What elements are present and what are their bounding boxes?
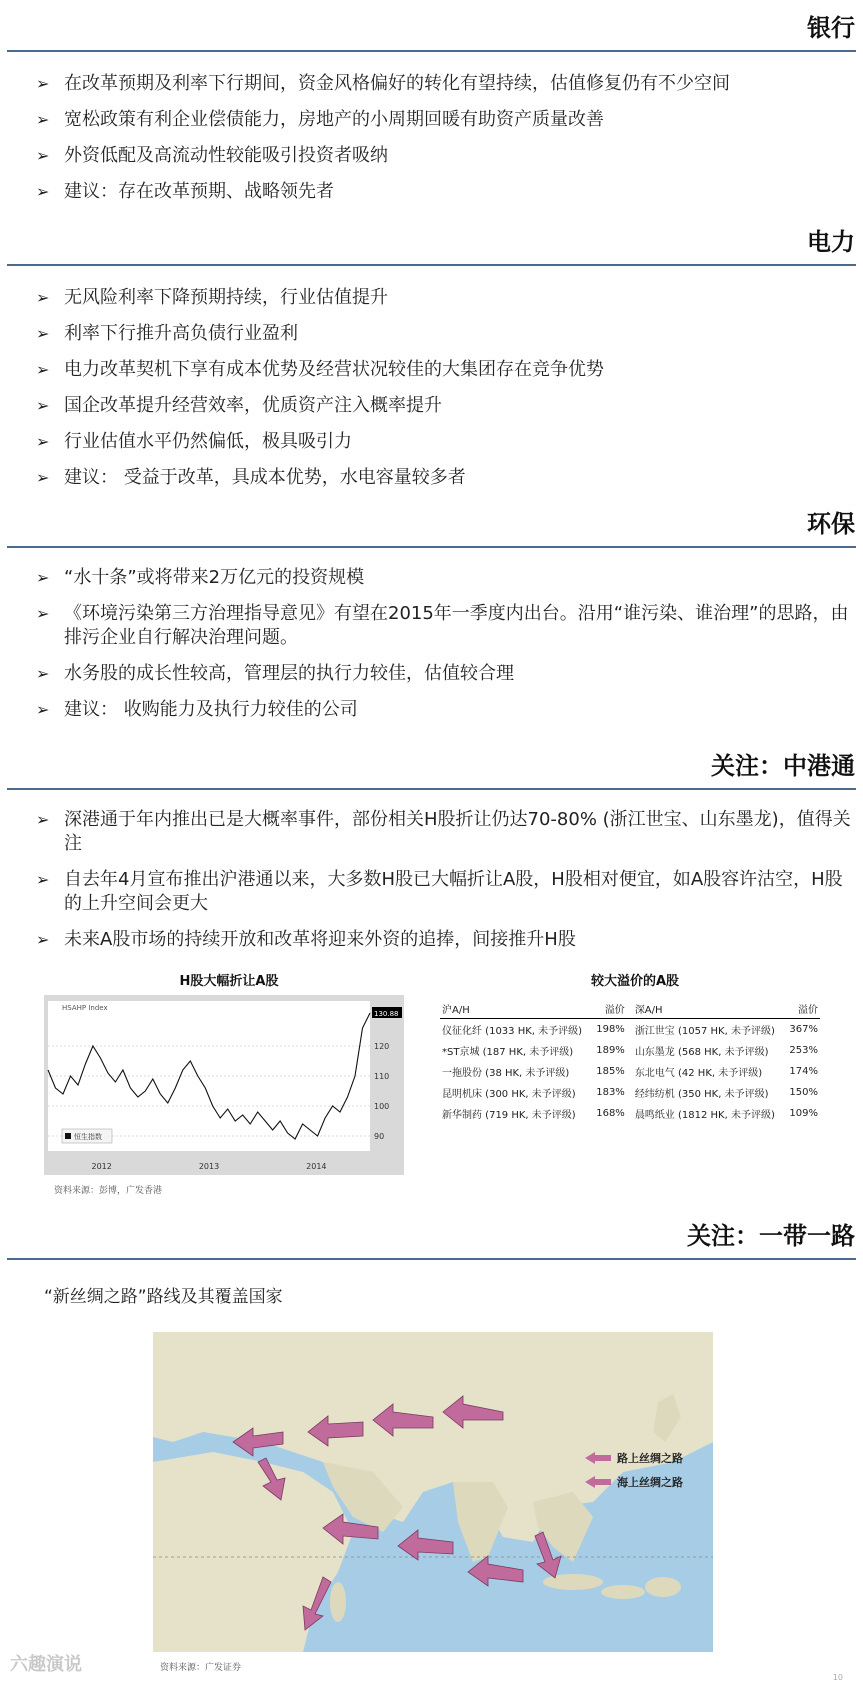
arrow-bullet-icon: ➢ xyxy=(36,182,50,201)
bullet-list xyxy=(36,72,836,216)
bullet-list xyxy=(36,286,836,502)
section-title: 关注：中港通 xyxy=(711,752,855,780)
legend-sea-route xyxy=(585,1474,683,1490)
arrow-bullet-icon: ➢ xyxy=(36,396,50,415)
list-item xyxy=(36,144,836,168)
list-item xyxy=(36,430,836,454)
list-item xyxy=(36,286,836,310)
section-divider xyxy=(7,50,856,52)
table-cell: 新华制药 (719 HK, 未予评级) xyxy=(442,1110,576,1121)
table-cell: 150% xyxy=(789,1087,818,1098)
table-cell: 经纬纺机 (350 HK, 未予评级) xyxy=(634,1089,769,1100)
section-title: 环保 xyxy=(807,510,855,538)
arrow-bullet-icon: ➢ xyxy=(36,810,50,829)
list-item-text: 行业估值水平仍然偏低，极具吸引力 xyxy=(64,431,352,452)
list-item-text: 利率下行推升高负债行业盈利 xyxy=(64,323,298,344)
h-share-chart xyxy=(44,970,414,1210)
line-chart xyxy=(44,995,404,1175)
list-item-text: 《环境污染第三方治理指导意见》有望在2015年一季度内出台。沿用“谁污染、谁治理”的思路，由排污企业自行解决治理问题。 xyxy=(64,603,849,648)
list-item xyxy=(36,868,854,916)
y-tick-label: 120 xyxy=(374,1042,390,1051)
chart-source: 资料来源：彭博，广发香港 xyxy=(54,1186,163,1196)
table-row xyxy=(440,1082,820,1103)
table-cell: 183% xyxy=(596,1087,625,1098)
bullet-list xyxy=(36,808,851,964)
section-power xyxy=(0,212,863,492)
table-row xyxy=(440,1103,820,1124)
list-item xyxy=(36,928,836,952)
arrow-bullet-icon: ➢ xyxy=(36,110,50,129)
arrow-bullet-icon: ➢ xyxy=(36,288,50,307)
list-item xyxy=(36,108,836,132)
list-item-text: 电力改革契机下享有成本优势及经营状况较佳的大集团存在竞争优势 xyxy=(64,359,604,380)
section-title: 银行 xyxy=(807,14,855,42)
table-row xyxy=(440,1061,820,1082)
table-cell: 山东墨龙 (568 HK, 未予评级) xyxy=(634,1047,769,1058)
column-header: 沪A/H xyxy=(440,999,592,1019)
arrow-bullet-icon: ➢ xyxy=(36,360,50,379)
list-item-text: 建议： 受益于改革，具成本优势，水电容量较多者 xyxy=(64,467,466,488)
column-header: 深A/H xyxy=(627,999,786,1019)
list-item-text: 水务股的成长性较高，管理层的执行力较佳，估值较合理 xyxy=(64,663,514,684)
list-item-text: 深港通于年内推出已是大概率事件，部份相关H股折让仍达70-80% (浙江世宝、山东墨龙)，值得关注 xyxy=(64,809,851,854)
list-item xyxy=(36,698,836,722)
arrow-bullet-icon: ➢ xyxy=(36,468,50,487)
list-item xyxy=(36,358,836,382)
table-cell: 晨鸣纸业 (1812 HK, 未予评级) xyxy=(634,1110,775,1121)
list-item xyxy=(36,808,854,856)
list-item-text: 宽松政策有利企业偿债能力，房地产的小周期回暖有助资产质量改善 xyxy=(64,109,604,130)
table-cell: 浙江世宝 (1057 HK, 未予评级) xyxy=(634,1026,775,1037)
map-caption: “新丝绸之路”路线及其覆盖国家 xyxy=(44,1287,283,1307)
page-number: 10 xyxy=(832,1673,843,1682)
y-tick-label: 100 xyxy=(374,1102,390,1111)
list-item xyxy=(36,394,836,418)
table-cell: 185% xyxy=(596,1066,625,1077)
table-cell: *ST京城 (187 HK, 未予评级) xyxy=(442,1047,574,1058)
list-item-text: 无风险利率下降预期持续，行业估值提升 xyxy=(64,287,388,308)
list-item xyxy=(36,662,836,686)
list-item-text: 未来A股市场的持续开放和改革将迎来外资的追捧，间接推升H股 xyxy=(64,929,576,950)
table-cell: 168% xyxy=(596,1108,625,1119)
list-item xyxy=(36,72,836,96)
legend-label: 恒生指数 xyxy=(74,1133,102,1141)
list-item-text: 国企改革提升经营效率，优质资产注入概率提升 xyxy=(64,395,442,416)
bullet-list xyxy=(36,566,849,734)
map-graphic xyxy=(153,1332,713,1652)
table-row xyxy=(440,1040,820,1061)
premium-table xyxy=(440,999,820,1124)
table-cell: 昆明机床 (300 HK, 未予评级) xyxy=(442,1089,576,1100)
list-item xyxy=(36,602,854,650)
list-item xyxy=(36,180,836,204)
column-header: 溢价 xyxy=(592,999,626,1019)
table-header-row xyxy=(440,999,820,1019)
y-tick-label: 90 xyxy=(374,1132,385,1141)
section-environment xyxy=(0,498,863,728)
silk-road-map xyxy=(153,1332,713,1652)
table-cell: 198% xyxy=(596,1024,625,1035)
list-item-text: 外资低配及高流动性较能吸引投资者吸纳 xyxy=(64,145,388,166)
legend-label: 路上丝绸之路 xyxy=(617,1452,683,1465)
list-item-text: 自去年4月宣布推出沪港通以来，大多数H股已大幅折让A股，H股相对便宜，如A股容许沽空，H股的上升空间会更大 xyxy=(64,869,843,914)
watermark: 六趣演说 xyxy=(10,1654,82,1675)
table-cell: 仪征化纤 (1033 HK, 未予评级) xyxy=(442,1026,583,1037)
map-source: 资料来源：广发证券 xyxy=(160,1663,242,1673)
arrow-bullet-icon: ➢ xyxy=(36,324,50,343)
x-year-label: 2014 xyxy=(306,1162,327,1171)
chart-series-label: HSAHP Index xyxy=(62,1004,108,1012)
y-tick-label: 110 xyxy=(374,1072,390,1081)
section-title: 电力 xyxy=(807,228,855,256)
list-item xyxy=(36,566,836,590)
table-cell: 367% xyxy=(789,1024,818,1035)
arrow-bullet-icon: ➢ xyxy=(36,700,50,719)
table-row xyxy=(440,1019,820,1041)
section-title: 关注：一带一路 xyxy=(687,1222,855,1250)
arrow-bullet-icon: ➢ xyxy=(36,432,50,451)
section-belt-road xyxy=(0,1210,863,1270)
list-item-text: 建议：存在改革预期、战略领先者 xyxy=(64,181,334,202)
table-cell: 253% xyxy=(789,1045,818,1056)
section-divider xyxy=(7,546,856,548)
chart-title: H股大幅折让A股 xyxy=(179,974,279,989)
arrow-bullet-icon: ➢ xyxy=(36,870,50,889)
table-cell: 189% xyxy=(596,1045,625,1056)
table-cell: 174% xyxy=(789,1066,818,1077)
list-item-text: “水十条”或将带来2万亿元的投资规模 xyxy=(64,567,365,588)
arrow-bullet-icon: ➢ xyxy=(36,568,50,587)
table-cell: 一拖股份 (38 HK, 未予评级) xyxy=(442,1068,570,1079)
arrow-bullet-icon: ➢ xyxy=(36,930,50,949)
last-value-label: 130.88 xyxy=(374,1010,399,1018)
list-item xyxy=(36,322,836,346)
arrow-bullet-icon: ➢ xyxy=(36,664,50,683)
arrow-bullet-icon: ➢ xyxy=(36,146,50,165)
section-divider xyxy=(7,1258,856,1260)
arrow-icon xyxy=(585,1476,611,1488)
arrow-bullet-icon: ➢ xyxy=(36,74,50,93)
legend-label: 海上丝绸之路 xyxy=(617,1476,683,1489)
x-year-label: 2012 xyxy=(91,1162,112,1171)
x-year-label: 2013 xyxy=(198,1162,220,1171)
list-item xyxy=(36,466,836,490)
list-item-text: 在改革预期及利率下行期间，资金风格偏好的转化有望持续，估值修复仍有不少空间 xyxy=(64,73,730,94)
section-bank xyxy=(0,0,863,200)
column-header: 溢价 xyxy=(786,999,821,1019)
arrow-icon xyxy=(585,1452,611,1464)
list-item-text: 建议： 收购能力及执行力较佳的公司 xyxy=(64,699,358,720)
legend-land-route xyxy=(585,1450,683,1466)
table-title: 较大溢价的A股 xyxy=(590,974,680,989)
table-cell: 109% xyxy=(789,1108,818,1119)
table-cell: 东北电气 (42 HK, 未予评级) xyxy=(634,1068,763,1079)
section-divider xyxy=(7,788,856,790)
premium-table-box xyxy=(440,970,830,1130)
section-divider xyxy=(7,264,856,266)
arrow-bullet-icon: ➢ xyxy=(36,604,50,623)
legend-swatch xyxy=(65,1133,71,1139)
